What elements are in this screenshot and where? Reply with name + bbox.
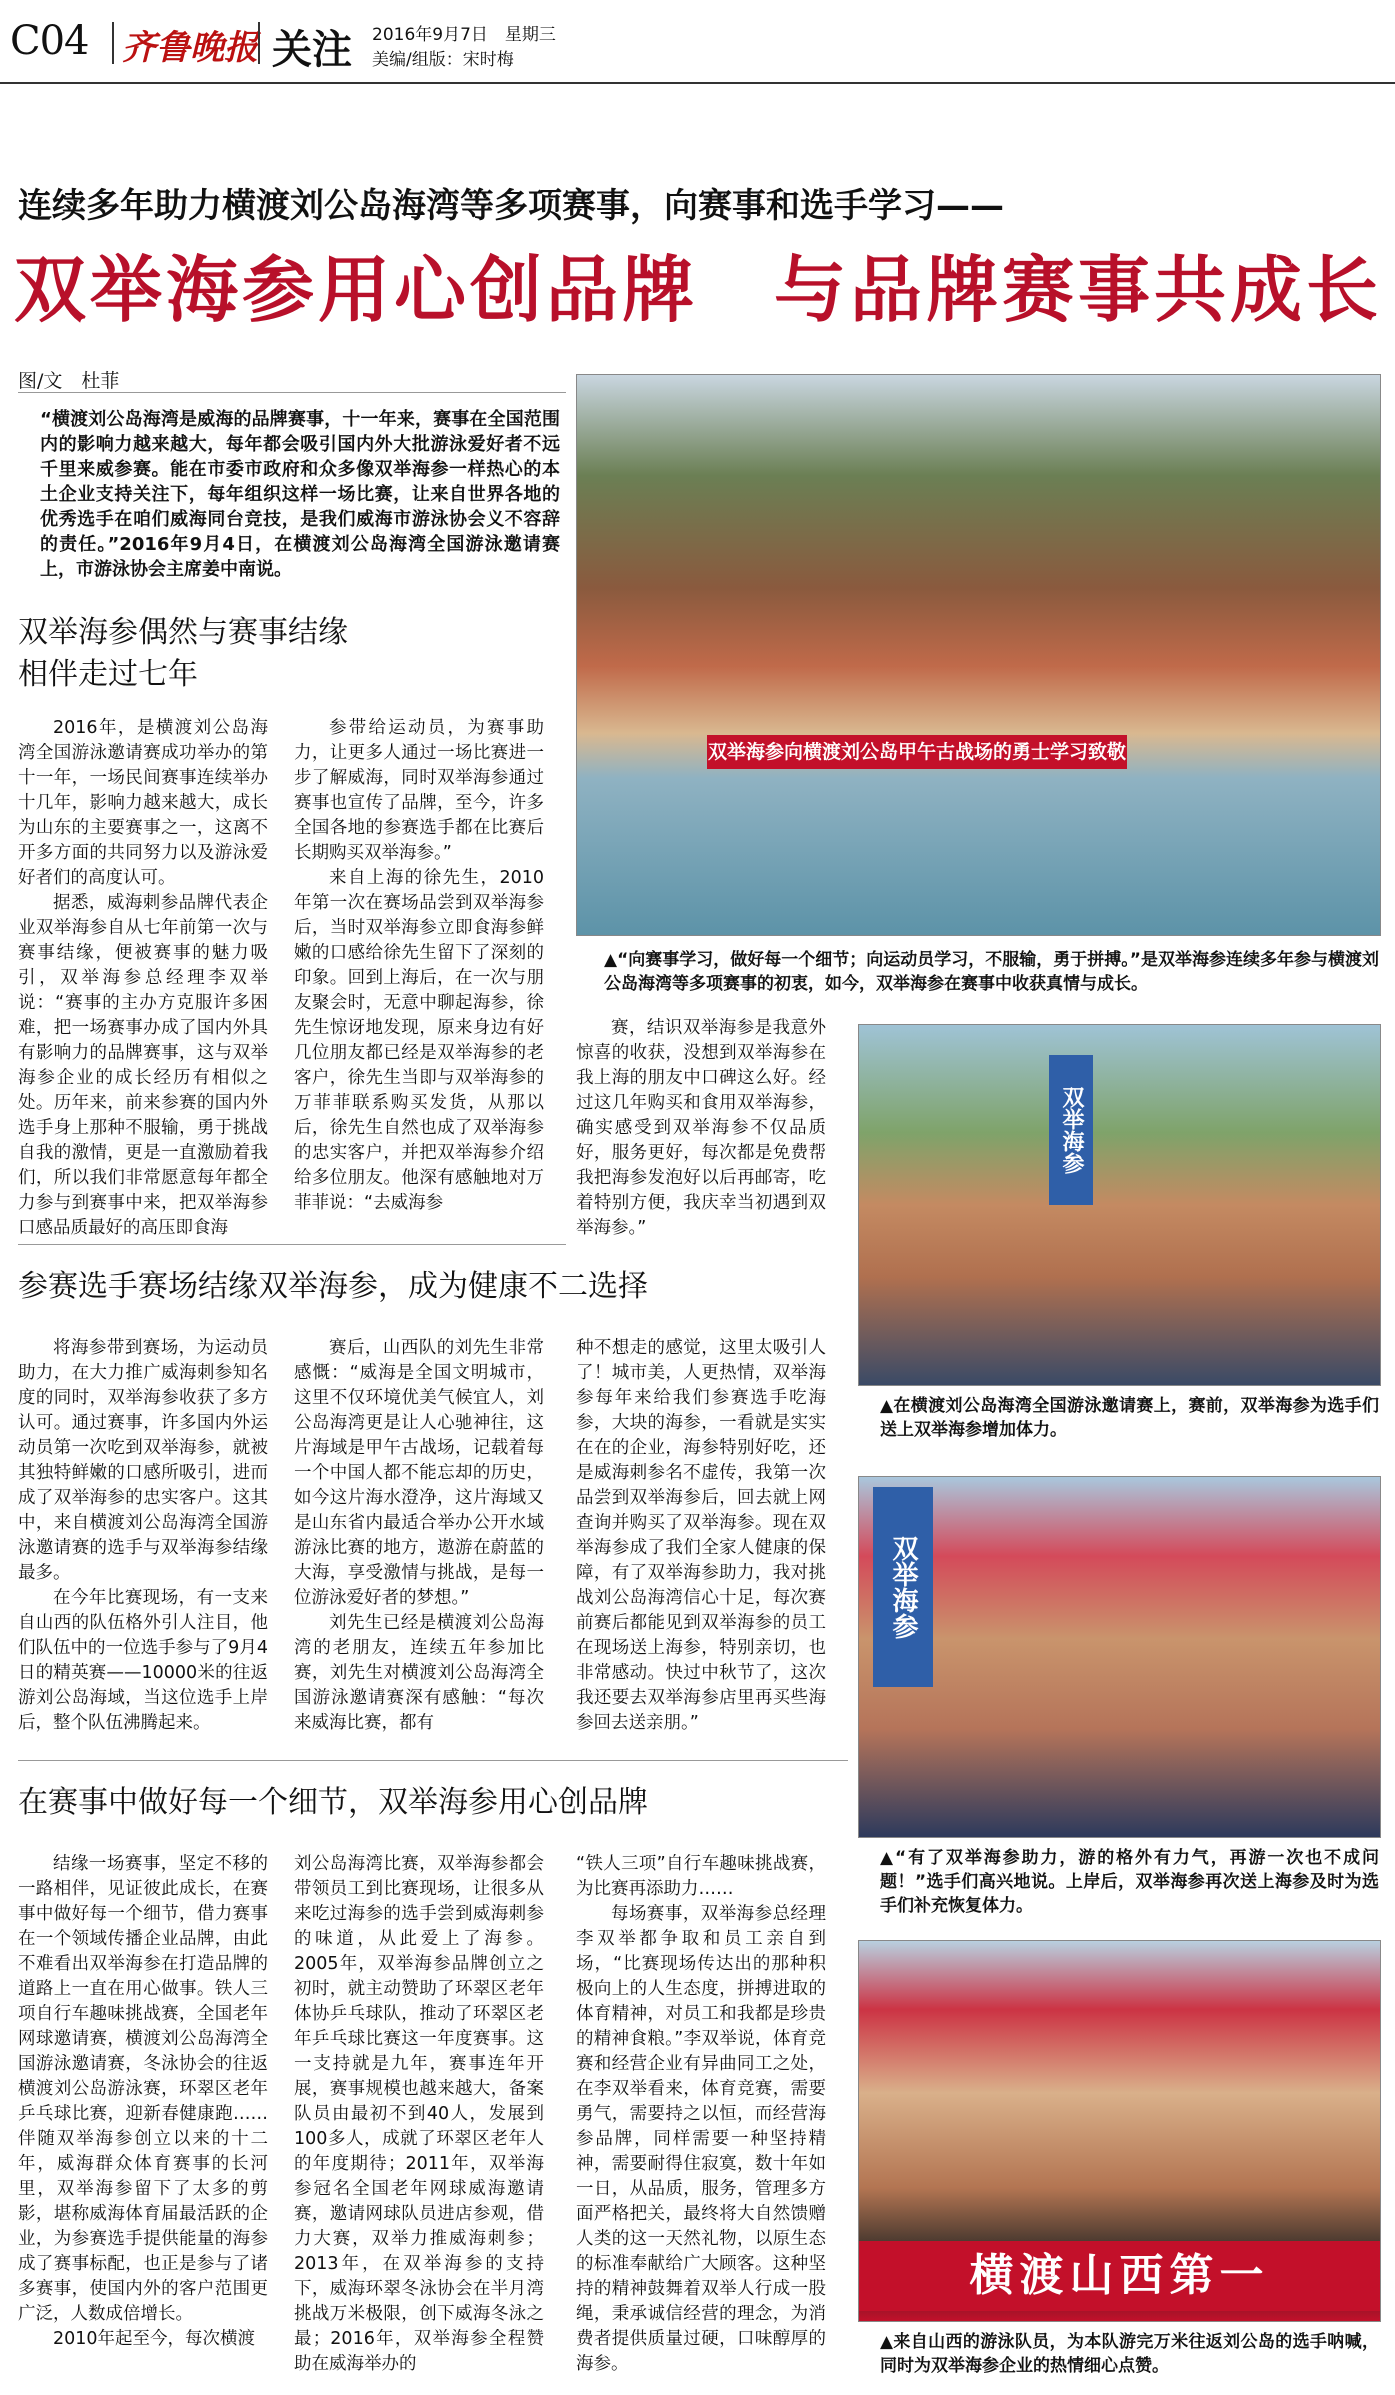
photo-banner: 横渡山西第一 [859,2241,1380,2311]
newspaper-logo: 齐鲁晚报 [122,28,258,68]
paragraph: 2010年起至今，每次横渡 [53,2329,256,2349]
byline-rule [18,392,566,393]
photo-banner: 双举海参 [873,1487,933,1687]
paragraph: 每场赛事，双举海参总经理李双举都争取和员工亲自到场，“比赛现场传达出的那种积极向上的人生态度，拼搏进取的体育精神，对员工和我都是珍贵的精神食粮。”李双举说，体育竞赛和经营企业有异曲同工之处，在李双举看来，体育竞赛，需要勇气，需要持之以恒，而经营海参品牌，同样需要一种坚持精神，需要耐得住寂寞，数十年如一日，从品质，服务，管理多方面严格把关，最终将大自然馈赠人类的这一天然礼物，以原生态的标准奉献给广大顾客。这种坚持的精神鼓舞着双举人行成一股绳，秉承诚信经营的理念，为消费者提供质量过硬，口味醇厚的海参。 [576,1904,826,2374]
photo-banner: 双举海参向横渡刘公岛甲午古战场的勇士学习致敬 [707,735,1127,769]
paragraph: 种不想走的感觉，这里太吸引人了！城市美，人更热情，双举海参每年来给我们参赛选手吃海参，大块的海参，一看就是实实在在的企业，海参特别好吃，还是威海刺参名不虚传，我第一次品尝到双举海参后，回去就上网查询并购买了双举海参。现在双举海参成了我们全家人健康的保障，有了双举海参助力，我对挑战刘公岛海湾信心十足，每次赛前赛后都能见到双举海参的员工在现场送上海参，特别亲切，也非常感动。快过中秋节了，这次我还要去双举海参店里再买些海参回去送亲朋。” [576,1338,826,1733]
section2-col2 [294,1336,544,1736]
section2-title: 参赛选手赛场结缘双举海参，成为健康不二选择 [18,1269,648,1304]
paragraph: 结缘一场赛事，坚定不移的一路相伴，见证彼此成长，在赛事中做好每一个细节，借力赛事在一个领域传播企业品牌，由此不难看出双举海参在打造品牌的道路上一直在用心做事。铁人三项自行车趣味挑战赛，全国老年网球邀请赛，横渡刘公岛海湾全国游泳邀请赛，冬泳协会的往返横渡刘公岛游泳赛，环翠区老年乒乓球比赛，迎新春健康跑……伴随双举海参创立以来的十二年，威海群众体育赛事的长河里，双举海参留下了太多的剪影，堪称威海体育届最活跃的企业，为参赛选手提供能量的海参成了赛事标配，也正是参与了诸多赛事，使国内外的客户范围更广泛，人数成倍增长。 [18,1854,268,2324]
section3-col2 [294,1852,544,2377]
section1-col2 [294,716,544,1216]
article-headline: 双举海参用心创品牌 与品牌赛事共成长 [14,248,1383,332]
paragraph: 刘先生已经是横渡刘公岛海湾的老朋友，连续五年参加比赛，刘先生对横渡刘公岛海湾全国游泳邀请赛深有感触：“每次来威海比赛，都有 [294,1613,544,1733]
paragraph: 刘公岛海湾比赛，双举海参都会带领员工到比赛现场，让很多从来吃过海参的选手尝到威海刺参的味道，从此爱上了海参。2005年，双举海参品牌创立之初时，就主动赞助了环翠区老年体协乒乓球队，推动了环翠区老年乒乓球比赛这一年度赛事。这一支持就是九年，赛事连年开展，赛事规模也越来越大，备案队员由最初不到40人，发展到100多人，成就了环翠区老年人的年度期待；2011年，双举海参冠名全国老年网球威海邀请赛，邀请网球队员进店参观，借力大赛，双举力推威海刺参；2013年，在双举海参的支持下，威海环翠冬泳协会在半月湾挑战万米极限，创下威海冬泳之最；2016年，双举海参全程赞助在威海举办的 [294,1854,544,2374]
article-subtitle: 连续多年助力横渡刘公岛海湾等多项赛事，向赛事和选手学习—— [18,186,1004,226]
section3-col1 [18,1852,268,2352]
paragraph: 赛后，山西队的刘先生非常感慨：“威海是全国文明城市，这里不仅环境优美气候宜人，刘公岛海湾更是让人心驰神往，这片海域是甲午古战场，记载着每一个中国人都不能忘却的历史，如今这片海水澄净，这片海域又是山东省内最适合举办公开水域游泳比赛的地方，遨游在蔚蓝的大海，享受激情与挑战，是每一位游泳爱好者的梦想。” [294,1338,544,1608]
lead-paragraph: “横渡刘公岛海湾是威海的品牌赛事，十一年来，赛事在全国范围内的影响力越来越大，每年都会吸引国内外大批游泳爱好者不远千里来威参赛。能在市委市政府和众多像双举海参一样热心的本土企业支持关注下，每年组织这样一场比赛，让来自世界各地的优秀选手在咱们威海同台竞技，是我们威海市游泳协会义不容辞的责任。”2016年9月4日，在横渡刘公岛海湾全国游泳邀请赛上，市游泳协会主席姜中南说。 [40,409,560,580]
photo1-caption: ▲“向赛事学习，做好每一个细节；向运动员学习，不服输，勇于拼搏。”是双举海参连续多年参与横渡刘公岛海湾等多项赛事的初衷，如今，双举海参在赛事中收获真情与成长。 [604,950,1379,994]
photo-swimmers-eating [858,1024,1381,1386]
paragraph: 据悉，威海刺参品牌代表企业双举海参自从七年前第一次与赛事结缘，便被赛事的魅力吸引，双举海参总经理李双举说：“赛事的主办方克服许多困难，把一场赛事办成了国内外具有影响力的品牌赛事，这与双举海参企业的成长经历有相似之处。历年来，前来参赛的国内外选手身上那种不服输，勇于挑战自我的激情，更是一直激励着我们，所以我们非常愿意每年都全力参与到赛事中来，把双举海参口感品质最好的高压即食海 [18,893,268,1238]
section2-col3 [576,1336,826,1736]
section1-col1 [18,716,268,1241]
page-number: C04 [10,18,89,64]
photo2-caption: ▲在横渡刘公岛海湾全国游泳邀请赛上，赛前，双举海参为选手们送上双举海参增加体力。 [880,1396,1379,1440]
header-divider [112,22,114,64]
photo-swimmers-beach [576,374,1381,936]
section-name: 关注 [272,27,352,73]
photo3-caption: ▲“有了双举海参助力，游的格外有力气，再游一次也不成问题！”选手们高兴地说。上岸后，双举海参再次送上海参及时为选手们补充恢复体力。 [880,1848,1379,1916]
paragraph: 参带给运动员，为赛事助力，让更多人通过一场比赛进一步了解威海，同时双举海参通过赛事也宣传了品牌，至今，许多全国各地的参赛选手都在比赛后长期购买双举海参。” [294,718,544,863]
header-divider [258,22,260,64]
photo-banner: 双举海参 [1049,1055,1093,1205]
paragraph: 在今年比赛现场，有一支来自山西的队伍格外引人注目，他们队伍中的一位选手参与了9月4日的精英赛——10000米的往返游刘公岛海域，当这位选手上岸后，整个队伍沸腾起来。 [18,1588,268,1733]
photo4-caption: ▲来自山西的游泳队员，为本队游完万米往返刘公岛的选手呐喊，同时为双举海参企业的热情细心点赞。 [880,2332,1379,2376]
issue-date: 2016年9月7日 星期三 [372,25,556,45]
paragraph: 来自上海的徐先生，2010年第一次在赛场品尝到双举海参后，当时双举海参立即食海参鲜嫩的口感给徐先生留下了深刻的印象。回到上海后，在一次与朋友聚会时，无意中聊起海参，徐先生惊讶地发现，原来身边有好几位朋友都已经是双举海参的老客户，徐先生当即与双举海参的万菲菲联系购买发货，从那以后，徐先生自然也成了双举海参的忠实客户，并把双举海参介绍给多位朋友。他深有感触地对万菲菲说：“去威海参 [294,868,544,1213]
photo-swimmers-cheering [858,1476,1381,1838]
section-rule [18,1244,566,1245]
section1-title-line2: 相伴走过七年 [18,657,198,692]
paragraph: 2016年，是横渡刘公岛海湾全国游泳邀请赛成功举办的第十一年，一场民间赛事连续举办十几年，影响力越来越大，成长为山东的主要赛事之一，这离不开多方面的共同努力以及游泳爱好者们的高度认可。 [18,718,268,888]
section1-col3 [576,1016,826,1241]
section3-title: 在赛事中做好每一个细节，双举海参用心创品牌 [18,1785,648,1820]
byline: 图/文 杜菲 [18,370,120,392]
paragraph: “铁人三项”自行车趣味挑战赛，为比赛再添助力…… [576,1854,826,1899]
paragraph: 将海参带到赛场，为运动员助力，在大力推广威海刺参知名度的同时，双举海参收获了多方认可。通过赛事，许多国内外运动员第一次吃到双举海参，就被其独特鲜嫩的口感所吸引，进而成了双举海参的忠实客户。这其中，来自横渡刘公岛海湾全国游泳邀请赛的选手与双举海参结缘最多。 [18,1338,268,1583]
section-rule [18,1760,848,1761]
photo-shanxi-team [858,1940,1381,2322]
section2-col1 [18,1336,268,1736]
section1-title-line1: 双举海参偶然与赛事结缘 [18,615,348,650]
paragraph: 赛，结识双举海参是我意外惊喜的收获，没想到双举海参在我上海的朋友中口碑这么好。经过这几年购买和食用双举海参，确实感受到双举海参不仅品质好，服务更好，每次都是免费帮我把海参发泡好以后再邮寄，吃着特别方便，我庆幸当初遇到双举海参。” [576,1018,826,1238]
editor-credit: 美编/组版：宋时梅 [372,50,514,70]
header-rule [0,82,1395,84]
section3-col3 [576,1852,826,2377]
